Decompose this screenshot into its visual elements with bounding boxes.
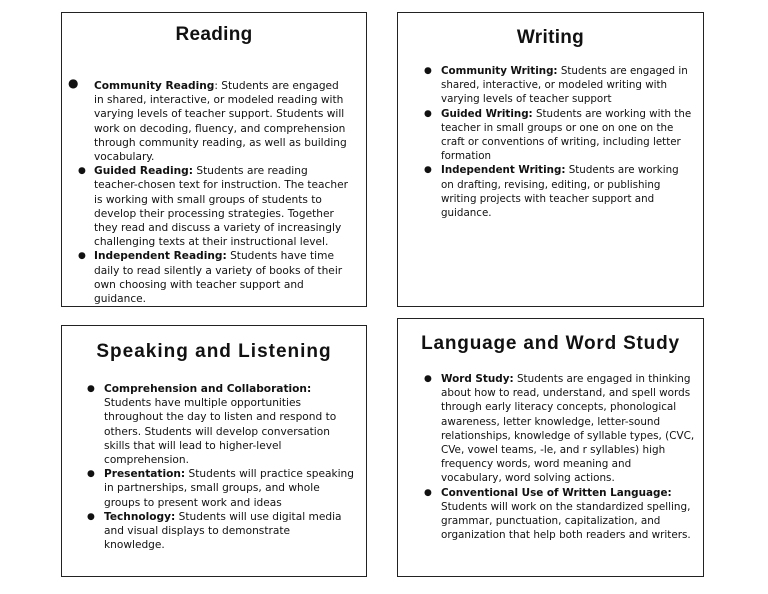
list-item bbox=[424, 107, 693, 164]
item-term: Community Reading bbox=[94, 80, 215, 92]
list-item bbox=[78, 249, 348, 306]
list-item bbox=[87, 510, 354, 553]
item-text: Students will practice speaking in partnerships, small groups, and whole groups to present work and ideas bbox=[104, 468, 354, 509]
writing-title: Writing bbox=[516, 27, 585, 48]
item-term: Presentation: bbox=[104, 468, 186, 481]
item-text: Students are working on drafting, revising, editing, or publishing writing projects with teacher support and guidance. bbox=[441, 164, 679, 220]
list-item bbox=[78, 164, 348, 249]
reading-title: Reading bbox=[175, 24, 253, 45]
item-text: Students are engaged in shared, interactive, or modeled writing with varying levels of teacher support bbox=[441, 65, 688, 106]
bullet-icon: ● bbox=[87, 384, 95, 394]
bullet-icon: ● bbox=[68, 76, 79, 90]
list-item bbox=[424, 486, 695, 543]
bullet-icon: ● bbox=[424, 66, 432, 76]
writing-card bbox=[397, 12, 704, 307]
language-word-study-card bbox=[397, 318, 704, 577]
speaking-listening-card bbox=[61, 325, 367, 577]
item-text: Students will use digital media and visual displays to demonstrate knowledge. bbox=[104, 510, 342, 552]
bullet-icon: ● bbox=[87, 511, 95, 522]
item-term: Word Study: bbox=[441, 373, 514, 385]
item-text: Students will work on the standardized spelling, grammar, punctuation, capitalization, and organization that help both readers and writers. bbox=[441, 500, 691, 542]
language-word-study-list bbox=[424, 372, 695, 542]
item-term: Independent Reading: bbox=[94, 250, 227, 263]
item-text: Students are reading teacher-chosen text for instruction. The teacher is working with small groups of students to develop their processing strategies. Together they read and discuss a variety of increasingly challenging texts at their instructional level. bbox=[94, 165, 348, 249]
item-term: Technology: bbox=[104, 510, 176, 523]
list-item bbox=[424, 163, 693, 220]
item-text: Students have time daily to read silently a variety of books of their own choosing with teacher support and guidance. bbox=[94, 250, 343, 306]
bullet-icon: ● bbox=[424, 374, 432, 384]
bullet-icon: ● bbox=[78, 166, 86, 177]
item-text: Students have multiple opportunities throughout the day to listen and respond to others. Students will develop conversation skills that will lead to higher-level comprehension. bbox=[104, 397, 337, 467]
item-term: Comprehension and Collaboration: bbox=[104, 383, 312, 395]
bullet-icon: ● bbox=[87, 469, 95, 480]
item-term: Community Writing: bbox=[441, 65, 558, 77]
writing-list bbox=[424, 64, 693, 220]
bullet-icon: ● bbox=[424, 108, 432, 119]
bullet-icon: ● bbox=[78, 251, 86, 262]
bullet-icon: ● bbox=[424, 165, 432, 176]
speaking-listening-list bbox=[87, 382, 354, 552]
item-term: Guided Writing: bbox=[441, 107, 533, 120]
item-text: Students are engaged in shared, interactive, or modeled reading with varying levels of teacher support. Students will work on decoding, fluency, and comprehension through community reading, as well as building vocabulary. bbox=[94, 80, 347, 164]
speaking-listening-title: Speaking and Listening bbox=[96, 341, 332, 362]
list-item bbox=[87, 467, 354, 510]
list-item bbox=[87, 382, 354, 467]
reading-card bbox=[61, 12, 367, 307]
bullet-icon: ● bbox=[424, 487, 432, 498]
item-text: Students are working with the teacher in small groups or one on one on the craft or conventions of writing, including letter formation bbox=[441, 107, 692, 163]
language-word-study-title: Language and Word Study bbox=[421, 333, 680, 354]
item-text: Students are engaged in thinking about how to read, understand, and spell words through early literacy concepts, phonological awareness, letter knowledge, letter-sound relationships, knowledge of syllable types, (CVC, CVe, vowel teams, -le, and r syllables) high frequency words, word meaning and vocabulary, word solving actions. bbox=[441, 373, 695, 485]
list-item bbox=[424, 64, 693, 107]
reading-list bbox=[68, 76, 348, 306]
list-item bbox=[424, 372, 695, 486]
item-term: Independent Writing: bbox=[441, 164, 566, 177]
item-term: Guided Reading: bbox=[94, 165, 193, 178]
item-term: Conventional Use of Written Language: bbox=[441, 486, 672, 499]
list-item: ● Community Reading: Students are engaged in shared, interactive, or modeled reading with varying levels of teacher support. Students will work on decoding, fluency, and comprehension through community reading, as well as building vocabulary. bbox=[68, 76, 347, 164]
